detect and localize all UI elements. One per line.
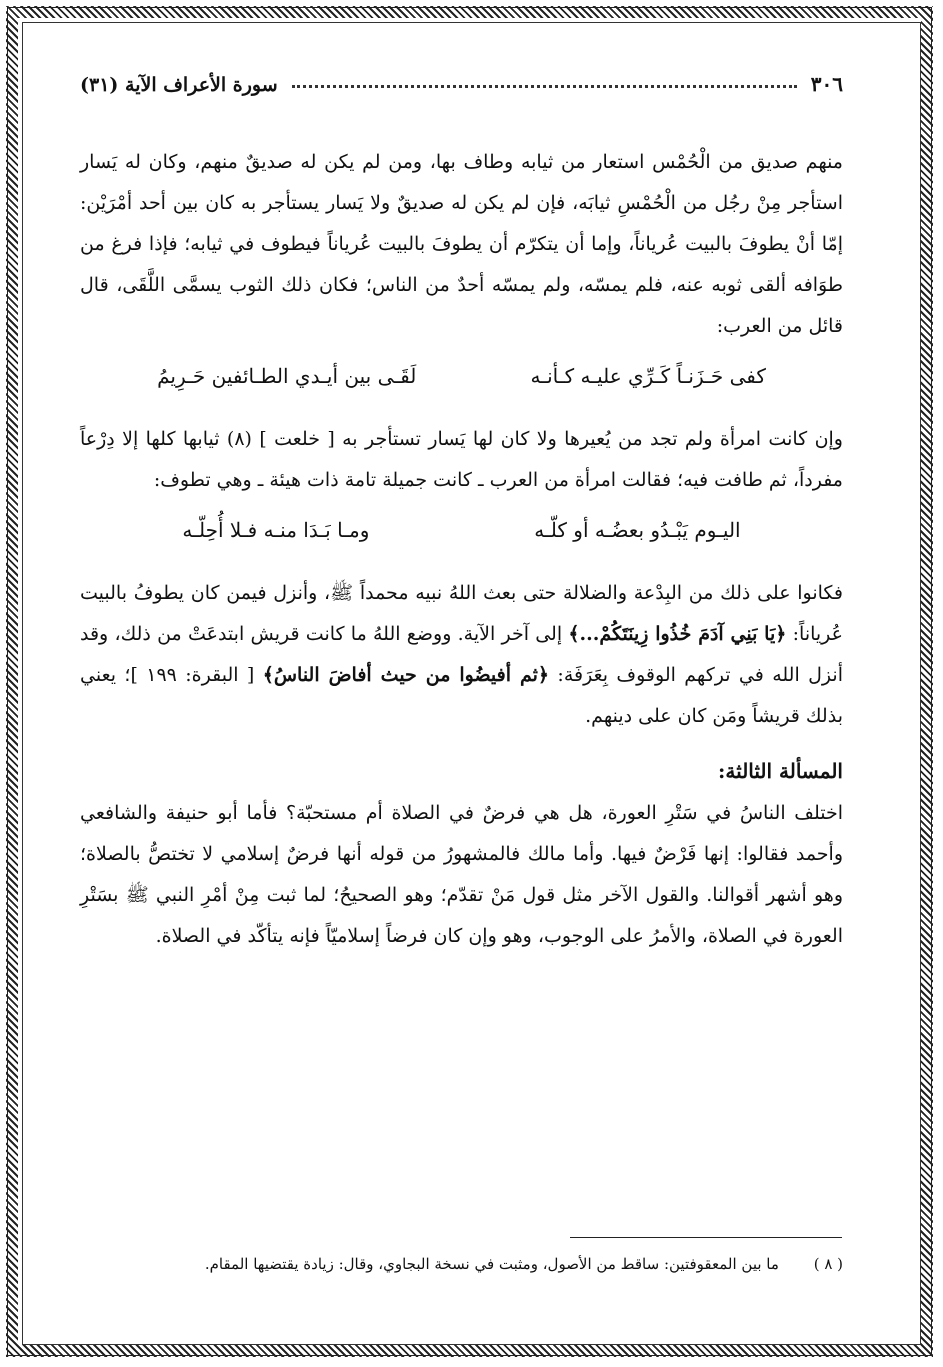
page-number: ٣٠٦ bbox=[810, 72, 843, 96]
paragraph-3-part-b: إلى آخر الآية. ووضع اللهُ ما كانت قريش ابتدعَتْ من ذلك، وقد أنزل الله في تركهم الوقوف بِعَرَفَة: bbox=[80, 623, 843, 686]
verse-1 bbox=[100, 355, 823, 397]
footnote-number: ( ٨ ) bbox=[813, 1255, 843, 1273]
verse-2 bbox=[100, 509, 823, 551]
paragraph-3-part-a: فكانوا على ذلك من البِدْعة والضلالة حتى بعث اللهُ نبيه محمداً ﷺ، وأنزل فيمن كان يطوفُ بالبيت عُرياناً: bbox=[80, 582, 844, 645]
paragraph-3 bbox=[80, 573, 843, 737]
verse-2-second-hemistich: ومـا بَـدَا منـه فـلا أُحِلّـه bbox=[182, 518, 370, 542]
paragraph-1: منهم صديق من الْحُمْس استعار من ثيابه وطاف بها، ومن لم يكن له صديقٌ منهم، وكان له يَسار استأجر مِنْ رجُل من الْحُمْسِ ثيابَه، فإن لم يكن له صديقٌ ولا يَسار يستأجر به كان بين أحد أمْرَيْن: إمّا أنْ يطوفَ بالبيت عُرياناً، وإما أن يتكرّم أن يطوفَ بالبيت عُرياناً فيطوف في ثيابه؛ فإذا فرغ من طوَافه ألقى ثوبه عنه، فلم يمسّه، ولم يمسّه أحدٌ من الناس؛ فكان ذلك الثوب يسمَّى اللَّقَى، قال قائل من العرب: bbox=[80, 151, 843, 337]
verse-1-second-hemistich: لَقَـى بين أيـدي الطـائفين حَـرِيمُ bbox=[157, 364, 417, 388]
header-dotted-leader bbox=[292, 85, 797, 88]
footnote-separator bbox=[570, 1237, 842, 1238]
quran-quote-1: ﴿يَا بَنِي آدَمَ خُذُوا زِينَتَكُمْ...﴾ bbox=[568, 623, 787, 645]
verse-1-first-hemistich: كفى حَـزَنـاً كَـرِّي عليـه كـأنـه bbox=[530, 364, 766, 388]
quran-quote-2: ﴿ثم أفيضُوا من حيث أفاضَ الناسُ﴾ bbox=[262, 664, 550, 686]
paragraph-4: اختلف الناسُ في سَتْرِ العورة، هل هي فرضٌ في الصلاة أم مستحبّة؟ فأما أبو حنيفة والشافعي وأحمد فقالوا: إنها فَرْضٌ فيها. وأما مالك فالمشهورُ من قوله أنها فرضٌ إسلامي لا تختصُّ بالصلاة؛ وهو أشهر أقوالنا. والقول الآخر مثل قول مَنْ تقدّم؛ وهو الصحيحُ؛ لما ثبت مِنْ أمْرِ النبي ﷺ بسَتْرِ العورة في الصلاة، والأمرُ على الوجوب، وهو وإن كان فرضاً إسلاميّاً فإنه يتأكّد في الصلاة. bbox=[80, 802, 844, 947]
verse-2-first-hemistich: اليـوم يَبْـدُو بعضُـه أو كلّـه bbox=[534, 518, 741, 542]
section-heading: المسألة الثالثة: bbox=[718, 759, 843, 783]
document-page bbox=[80, 60, 843, 957]
header-title: سورة الأعراف الآية (٣١) bbox=[80, 74, 278, 96]
footnote bbox=[80, 1249, 843, 1279]
paragraph-3-part-c: [ البقرة: ١٩٩ ]؛ يعني بذلك قريشاً ومَن كان على دينهم. bbox=[80, 664, 843, 727]
footnote-text: ما بين المعقوفتين: ساقط من الأصول، ومثبت في نسخة البجاوي، وقال: زيادة يقتضيها المقام. bbox=[204, 1255, 779, 1273]
running-header bbox=[80, 60, 843, 100]
body-text bbox=[80, 142, 843, 957]
paragraph-2: وإن كانت امرأة ولم تجد من يُعيرها ولا كان لها يَسار تستأجر به [ خلعت ] (٨) ثيابها كلها إلا دِرْعاً مفرداً، ثم طافت فيه؛ فقالت امرأة من العرب ـ كانت جميلة تامة ذات هيئة ـ وهي تطوف: bbox=[80, 428, 843, 491]
